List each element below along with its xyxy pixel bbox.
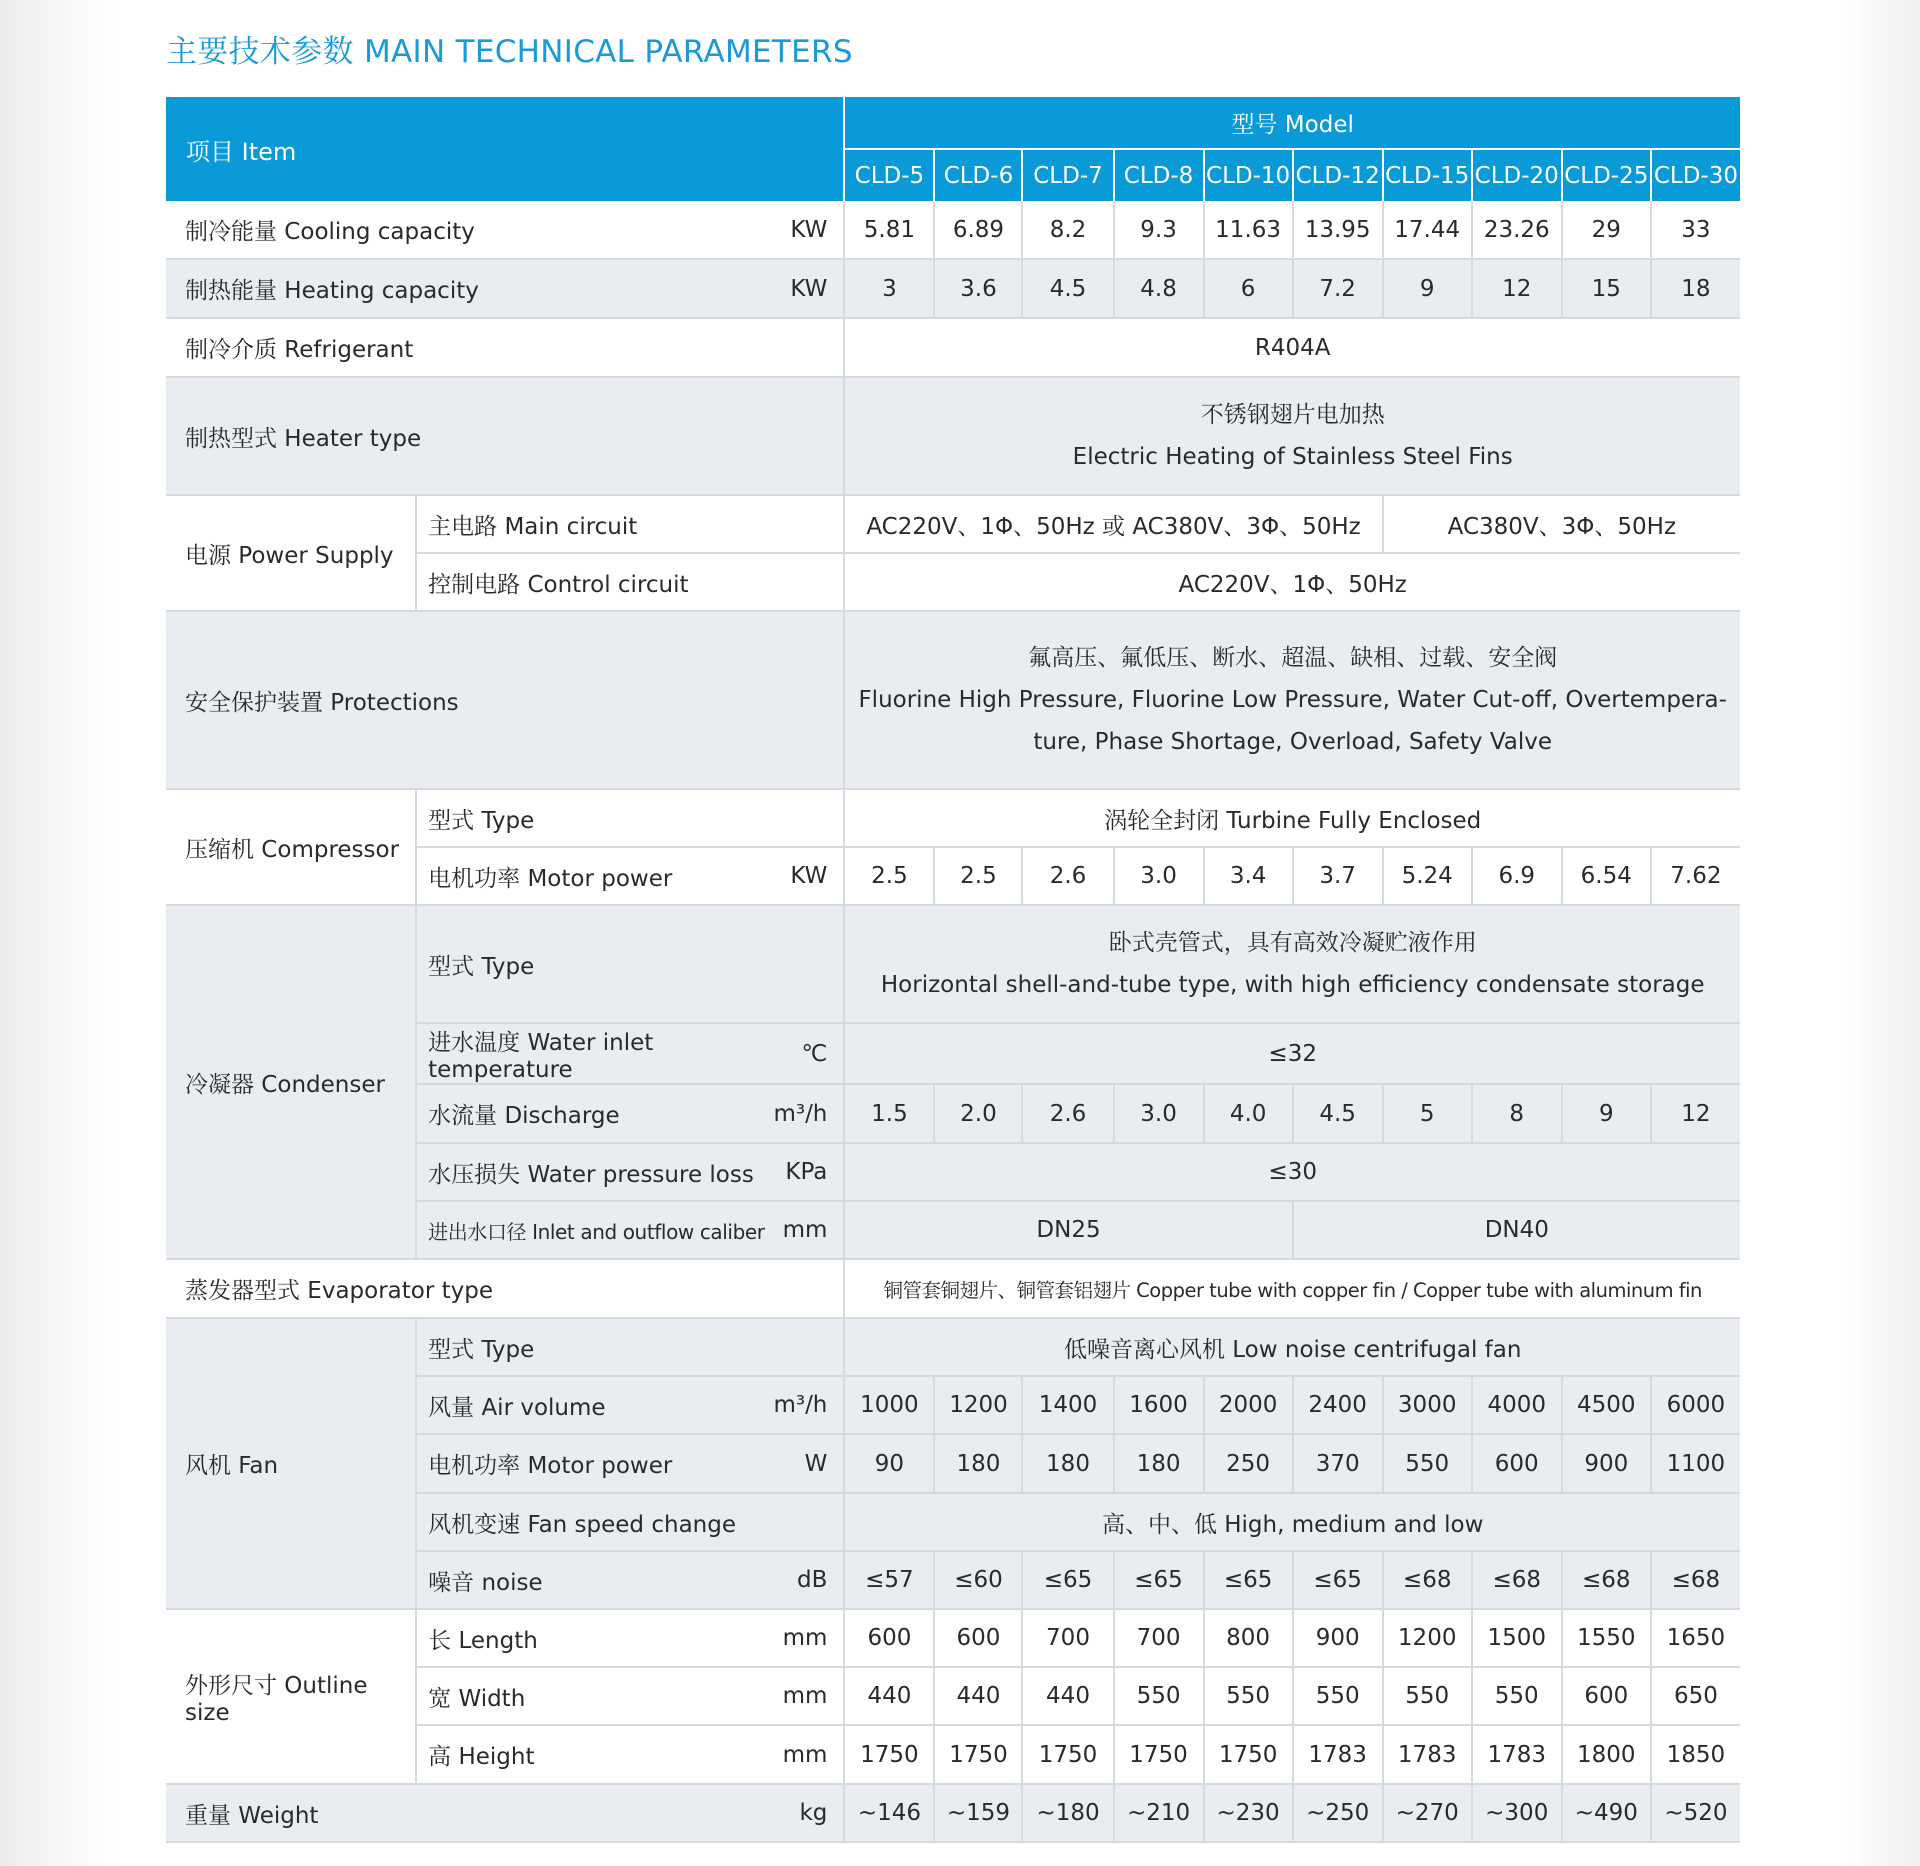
- model-name: CLD-6: [934, 149, 1022, 201]
- model-header: 型号 Model: [844, 97, 1740, 149]
- cell: 550: [1204, 1667, 1293, 1725]
- unit: KW: [790, 216, 828, 243]
- cell: 1600: [1114, 1376, 1204, 1434]
- cell: 17.44: [1383, 201, 1472, 259]
- unit: mm: [782, 1217, 828, 1243]
- cell: 12: [1651, 1084, 1740, 1143]
- cell: 4.8: [1114, 259, 1204, 318]
- cell: 1750: [1204, 1725, 1293, 1784]
- protections-row: [166, 611, 1740, 789]
- unit: KPa: [785, 1159, 828, 1185]
- cell: 3: [844, 259, 934, 318]
- cell: ≤68: [1651, 1551, 1740, 1609]
- unit: m³/h: [773, 1100, 828, 1127]
- width-label: 宽 Width mm: [416, 1667, 844, 1725]
- cell: 900: [1293, 1609, 1383, 1667]
- cell: 2.6: [1022, 847, 1113, 905]
- cell: 6: [1204, 259, 1293, 318]
- cell: 33: [1651, 201, 1740, 259]
- pressure-loss-value: ≤30: [844, 1143, 1740, 1201]
- cell: 1650: [1651, 1609, 1740, 1667]
- cell: 5.81: [844, 201, 934, 259]
- cell: 2.5: [844, 847, 934, 905]
- cell: 550: [1472, 1667, 1562, 1725]
- technical-parameters-table: [166, 97, 1740, 1843]
- cell: 2.5: [934, 847, 1022, 905]
- cell: 1783: [1472, 1725, 1562, 1784]
- refrigerant-value: R404A: [844, 318, 1740, 377]
- cell: 18: [1651, 259, 1740, 318]
- cell: ≤68: [1562, 1551, 1651, 1609]
- cell: 8.2: [1022, 201, 1113, 259]
- cell: ~490: [1562, 1784, 1651, 1842]
- cell: 6.9: [1472, 847, 1562, 905]
- cell: 9: [1383, 259, 1472, 318]
- unit: ℃: [801, 1040, 828, 1067]
- noise-label: 噪音 noise dB: [416, 1551, 844, 1609]
- header-row: [166, 97, 1740, 149]
- cell: 1000: [844, 1376, 934, 1434]
- fan-type-row: [166, 1318, 1740, 1376]
- model-name: CLD-7: [1022, 149, 1113, 201]
- cell: ≤60: [934, 1551, 1022, 1609]
- cell: 1750: [934, 1725, 1022, 1784]
- cell: 2.0: [934, 1084, 1022, 1143]
- air-volume-label: 风量 Air volume m³/h: [416, 1376, 844, 1434]
- cell: ~159: [934, 1784, 1022, 1842]
- compressor-label: 压缩机 Compressor: [166, 789, 416, 905]
- cell: 5: [1383, 1084, 1472, 1143]
- model-name: CLD-20: [1472, 149, 1562, 201]
- water-inlet-value: ≤32: [844, 1023, 1740, 1084]
- cell: 3.0: [1114, 1084, 1204, 1143]
- cell: 6.89: [934, 201, 1022, 259]
- model-name: CLD-10: [1204, 149, 1293, 201]
- cell: 550: [1114, 1667, 1204, 1725]
- evaporator-label: 蒸发器型式 Evaporator type: [166, 1259, 844, 1318]
- power-main-row: [166, 495, 1740, 553]
- cell: 550: [1383, 1667, 1472, 1725]
- cell: 29: [1562, 201, 1651, 259]
- cell: ~300: [1472, 1784, 1562, 1842]
- cell: 3.7: [1293, 847, 1383, 905]
- cell: 23.26: [1472, 201, 1562, 259]
- cell: 1783: [1383, 1725, 1472, 1784]
- cell: 6000: [1651, 1376, 1740, 1434]
- cell: 700: [1022, 1609, 1113, 1667]
- cell: 1500: [1472, 1609, 1562, 1667]
- cell: 1750: [1022, 1725, 1113, 1784]
- cell: 600: [844, 1609, 934, 1667]
- unit: KW: [790, 275, 828, 302]
- cell: 1400: [1022, 1376, 1113, 1434]
- cooling-capacity-row: [166, 201, 1740, 259]
- cell: 90: [844, 1434, 934, 1493]
- control-circuit-label: 控制电路 Control circuit: [416, 553, 844, 611]
- cell: 15: [1562, 259, 1651, 318]
- cell: 1100: [1651, 1434, 1740, 1493]
- cell: 11.63: [1204, 201, 1293, 259]
- fan-label: 风机 Fan: [166, 1318, 416, 1609]
- unit: mm: [782, 1625, 828, 1651]
- cell: ~180: [1022, 1784, 1113, 1842]
- cell: 1750: [844, 1725, 934, 1784]
- cell: ~250: [1293, 1784, 1383, 1842]
- cell: 800: [1204, 1609, 1293, 1667]
- cell: 12: [1472, 259, 1562, 318]
- cell: 600: [1472, 1434, 1562, 1493]
- fan-type-label: 型式 Type: [416, 1318, 844, 1376]
- cell: 2400: [1293, 1376, 1383, 1434]
- model-name: CLD-15: [1383, 149, 1472, 201]
- weight-row: [166, 1784, 1740, 1842]
- water-inlet-label: 进水温度 Water inlet temperature ℃: [416, 1023, 844, 1084]
- cell: 1.5: [844, 1084, 934, 1143]
- page-title: 主要技术参数 MAIN TECHNICAL PARAMETERS: [166, 34, 853, 70]
- main-circuit-value-b: AC380V、3Φ、50Hz: [1383, 495, 1740, 553]
- main-circuit-label: 主电路 Main circuit: [416, 495, 844, 553]
- cell: 3.6: [934, 259, 1022, 318]
- heater-type-value: 不锈钢翅片电加热 Electric Heating of Stainless Steel Fins: [844, 377, 1740, 495]
- cell: ~230: [1204, 1784, 1293, 1842]
- discharge-label: 水流量 Discharge m³/h: [416, 1084, 844, 1143]
- cell: ≤65: [1114, 1551, 1204, 1609]
- condenser-label: 冷凝器 Condenser: [166, 905, 416, 1259]
- cell: ≤65: [1293, 1551, 1383, 1609]
- cell: ≤68: [1472, 1551, 1562, 1609]
- cell: 4500: [1562, 1376, 1651, 1434]
- cell: 6.54: [1562, 847, 1651, 905]
- cell: 1550: [1562, 1609, 1651, 1667]
- cell: 1850: [1651, 1725, 1740, 1784]
- cell: 370: [1293, 1434, 1383, 1493]
- cell: 600: [934, 1609, 1022, 1667]
- weight-label: 重量 Weight kg: [166, 1784, 844, 1842]
- cell: 700: [1114, 1609, 1204, 1667]
- compressor-motor-label: 电机功率 Motor power KW: [416, 847, 844, 905]
- cell: 550: [1383, 1434, 1472, 1493]
- cell: ~270: [1383, 1784, 1472, 1842]
- evaporator-value: 铜管套铜翅片、铜管套铝翅片 Copper tube with copper fin / Copper tube with aluminum fin: [844, 1259, 1740, 1318]
- refrigerant-label: 制冷介质 Refrigerant: [166, 318, 844, 377]
- model-name: CLD-30: [1651, 149, 1740, 201]
- condenser-type-value: 卧式壳管式，具有高效冷凝贮液作用 Horizontal shell-and-tube type, with high efficiency condensate storage: [844, 905, 1740, 1023]
- protections-value: 氟高压、氟低压、断水、超温、缺相、过载、安全阀 Fluorine High Pressure, Fluorine Low Pressure, Water Cut-off, Overtempera- ture, Phase Shortage, Overload, Safety Valve: [844, 611, 1740, 789]
- model-name: CLD-12: [1293, 149, 1383, 201]
- cell: 7.62: [1651, 847, 1740, 905]
- cell: 4.5: [1293, 1084, 1383, 1143]
- cell: 1800: [1562, 1725, 1651, 1784]
- unit: W: [804, 1450, 828, 1477]
- compressor-type-row: [166, 789, 1740, 847]
- unit: mm: [782, 1741, 828, 1768]
- cell: ≤68: [1383, 1551, 1472, 1609]
- cell: 13.95: [1293, 201, 1383, 259]
- unit: m³/h: [773, 1392, 828, 1418]
- model-name: CLD-25: [1562, 149, 1651, 201]
- cell: 3.0: [1114, 847, 1204, 905]
- cell: 1200: [1383, 1609, 1472, 1667]
- cell: 440: [844, 1667, 934, 1725]
- cell: 3000: [1383, 1376, 1472, 1434]
- model-name: CLD-5: [844, 149, 934, 201]
- cell: ≤65: [1022, 1551, 1113, 1609]
- fan-motor-label: 电机功率 Motor power W: [416, 1434, 844, 1493]
- unit: dB: [797, 1567, 828, 1593]
- caliber-value-b: DN40: [1293, 1201, 1740, 1259]
- cell: 3.4: [1204, 847, 1293, 905]
- heating-capacity-label: 制热能量 Heating capacity KW: [166, 259, 844, 318]
- condenser-type-row: [166, 905, 1740, 1023]
- height-label: 高 Height mm: [416, 1725, 844, 1784]
- cooling-capacity-label: 制冷能量 Cooling capacity KW: [166, 201, 844, 259]
- cell: ~146: [844, 1784, 934, 1842]
- cell: 1200: [934, 1376, 1022, 1434]
- condenser-type-label: 型式 Type: [416, 905, 844, 1023]
- cell: ~520: [1651, 1784, 1740, 1842]
- cell: 180: [1022, 1434, 1113, 1493]
- cell: 8: [1472, 1084, 1562, 1143]
- model-name: CLD-8: [1114, 149, 1204, 201]
- cell: ≤57: [844, 1551, 934, 1609]
- cell: 550: [1293, 1667, 1383, 1725]
- fan-type-value: 低噪音离心风机 Low noise centrifugal fan: [844, 1318, 1740, 1376]
- caliber-label: 进出水口径 Inlet and outflow caliber mm: [416, 1201, 844, 1259]
- outline-size-label: 外形尺寸 Outline size: [166, 1609, 416, 1784]
- cell: 9: [1562, 1084, 1651, 1143]
- compressor-type-label: 型式 Type: [416, 789, 844, 847]
- cell: 650: [1651, 1667, 1740, 1725]
- heater-type-label: 制热型式 Heater type: [166, 377, 844, 495]
- cell: 440: [1022, 1667, 1113, 1725]
- heater-type-row: [166, 377, 1740, 495]
- length-row: [166, 1609, 1740, 1667]
- cell: 440: [934, 1667, 1022, 1725]
- unit: kg: [799, 1800, 828, 1826]
- cell: 1783: [1293, 1725, 1383, 1784]
- cell: 5.24: [1383, 847, 1472, 905]
- cell: 600: [1562, 1667, 1651, 1725]
- control-circuit-value: AC220V、1Φ、50Hz: [844, 553, 1740, 611]
- cell: 7.2: [1293, 259, 1383, 318]
- power-supply-label: 电源 Power Supply: [166, 495, 416, 611]
- pressure-loss-label: 水压损失 Water pressure loss KPa: [416, 1143, 844, 1201]
- item-header: 项目 Item: [166, 97, 844, 201]
- cell: 9.3: [1114, 201, 1204, 259]
- cell: ≤65: [1204, 1551, 1293, 1609]
- cell: 180: [934, 1434, 1022, 1493]
- cell: 250: [1204, 1434, 1293, 1493]
- heating-capacity-row: [166, 259, 1740, 318]
- cell: 180: [1114, 1434, 1204, 1493]
- cell: 900: [1562, 1434, 1651, 1493]
- cell: ~210: [1114, 1784, 1204, 1842]
- compressor-type-value: 涡轮全封闭 Turbine Fully Enclosed: [844, 789, 1740, 847]
- caliber-value-a: DN25: [844, 1201, 1292, 1259]
- main-circuit-value-a: AC220V、1Φ、50Hz 或 AC380V、3Φ、50Hz: [844, 495, 1382, 553]
- unit: mm: [782, 1683, 828, 1709]
- cell: 2000: [1204, 1376, 1293, 1434]
- fan-speed-label: 风机变速 Fan speed change: [416, 1493, 844, 1551]
- refrigerant-row: [166, 318, 1740, 377]
- cell: 2.6: [1022, 1084, 1113, 1143]
- fan-speed-value: 高、中、低 High, medium and low: [844, 1493, 1740, 1551]
- protections-label: 安全保护装置 Protections: [166, 611, 844, 789]
- cell: 4000: [1472, 1376, 1562, 1434]
- evaporator-row: [166, 1259, 1740, 1318]
- unit: KW: [790, 863, 828, 889]
- length-label: 长 Length mm: [416, 1609, 844, 1667]
- cell: 1750: [1114, 1725, 1204, 1784]
- cell: 4.5: [1022, 259, 1113, 318]
- cell: 4.0: [1204, 1084, 1293, 1143]
